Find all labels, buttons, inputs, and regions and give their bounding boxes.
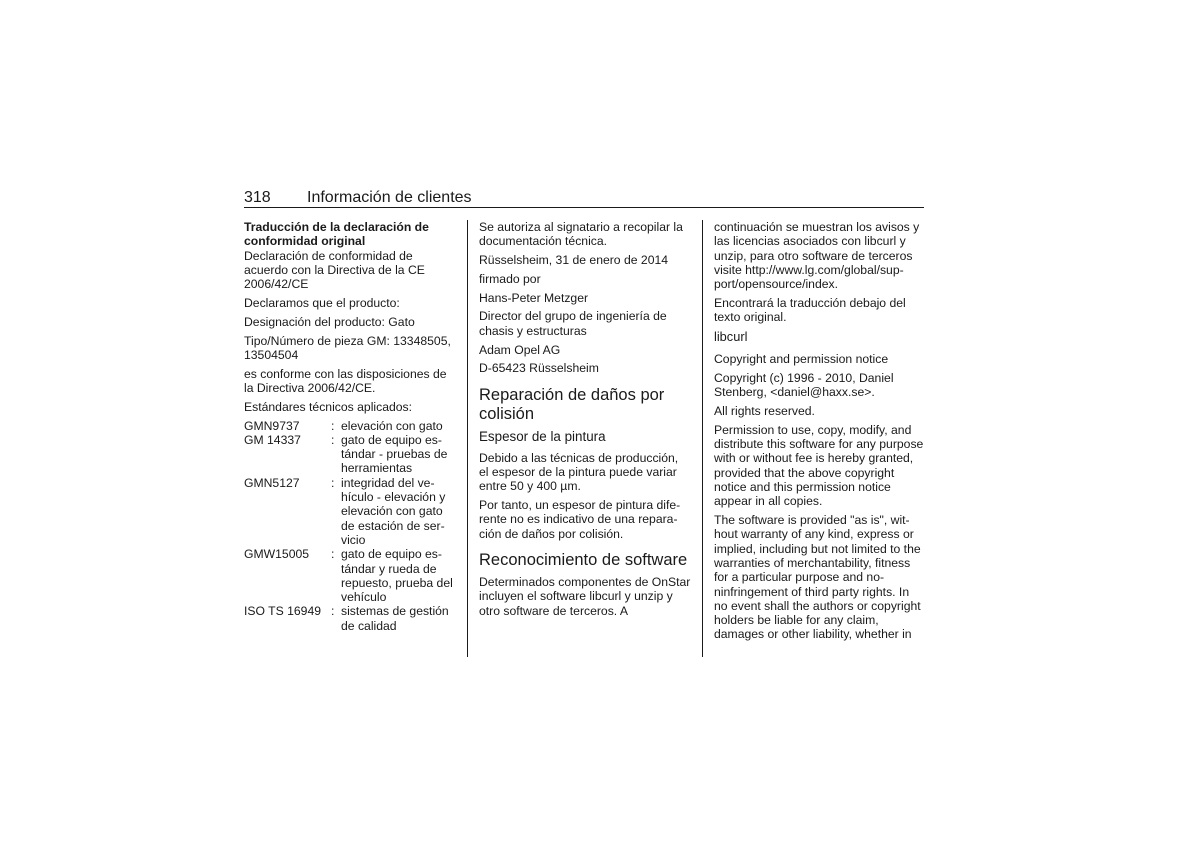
paragraph: Permission to use, copy, modify, and distribute this software for any purpose with or without fee is hereby granted, provided that the above copyright notice and this permission notice appear in all copies.: [714, 422, 924, 509]
paragraph: D-65423 Rüsselsheim: [479, 361, 599, 376]
paragraph: Declaramos que el producto:: [244, 295, 400, 310]
paragraph: Debido a las técnicas de producción, el espesor de la pintura puede variar entre 50 y 400 µm.: [479, 450, 679, 494]
column-divider-1: [467, 220, 468, 657]
subheading-paint-thickness: Espesor de la pintura: [479, 428, 606, 444]
standards-table: [244, 419, 458, 633]
separator: :: [331, 432, 335, 447]
paragraph: Hans-Peter Metzger: [479, 290, 589, 305]
standard-description: gato de equipo estándar - pruebas de herramientas: [341, 432, 448, 476]
paragraph: Copyright and permission notice: [714, 352, 889, 367]
heading-software-acknowledgement: Reconocimiento de software: [479, 550, 688, 569]
standard-code: ISO TS 16949: [244, 604, 322, 619]
paragraph: Designación del producto: Gato: [244, 314, 415, 329]
paragraph: The software is provided "as is", without warranty of any kind, express or implied, including but not limited to the warranties of merchantability, fitness for a particular purpose and noninfringement of third party rights. In no event shall the authors or copyright holders be liable for any claim, damages or other liability, whether in: [714, 513, 921, 642]
standard-code: GMN9737: [244, 418, 300, 433]
table-row: [244, 547, 458, 604]
paragraph: Adam Opel AG: [479, 342, 561, 357]
subheading-libcurl: libcurl: [714, 329, 748, 345]
table-row: [244, 604, 458, 633]
section-title: Información de clientes: [307, 189, 472, 206]
paragraph: Determinados componentes de OnStar incluyen el software libcurl y unzip y otro software de terceros. A: [479, 574, 691, 618]
standard-description: integridad del vehículo - elevación y elevación con gato de estación de servicio: [341, 475, 446, 547]
column-2: [479, 220, 691, 622]
table-row: [244, 419, 458, 433]
paragraph: All rights reserved.: [714, 403, 815, 418]
paragraph: continuación se muestran los avisos y las licencias asociados con libcurl y unzip, para otro software de terceros visite http://www.lg.com/global/support/opensource/index.: [714, 220, 920, 292]
paragraph: Por tanto, un espesor de pintura diferente no es indicativo de una reparación de daños por colisión.: [479, 498, 681, 541]
column-3: [714, 220, 926, 646]
heading-collision-repair: Reparación de daños por colisión: [479, 385, 665, 423]
paragraph: Declaración de conformidad de acuerdo con la Directiva de la CE 2006/42/CE: [244, 248, 425, 292]
separator: :: [331, 547, 335, 562]
paragraph: Encontrará la traducción debajo del texto original.: [714, 295, 906, 325]
separator: :: [331, 604, 335, 619]
paragraph: firmado por: [479, 271, 541, 286]
paragraph: Rüsselsheim, 31 de enero de 2014: [479, 253, 669, 268]
column-divider-2: [702, 220, 703, 657]
paragraph: Estándares técnicos aplicados:: [244, 399, 413, 414]
page-number: 318: [244, 189, 271, 206]
paragraph: es conforme con las disposiciones de la Directiva 2006/42/CE.: [244, 366, 447, 395]
standard-description: gato de equipo estándar y rueda de repuesto, prueba del vehículo: [341, 547, 453, 605]
standard-code: GMW15005: [244, 547, 310, 562]
separator: :: [331, 418, 335, 433]
table-row: [244, 476, 458, 547]
standard-description: sistemas de gestión de calidad: [341, 604, 449, 633]
standard-code: GM 14337: [244, 432, 301, 447]
paragraph: Tipo/Número de pieza GM: 13348505, 13504504: [244, 333, 451, 362]
standard-description: elevación con gato: [341, 418, 443, 433]
header-divider: [244, 207, 924, 208]
standard-code: GMN5127: [244, 475, 300, 490]
column-1: [244, 220, 458, 633]
separator: :: [331, 475, 335, 490]
table-row: [244, 433, 458, 476]
paragraph: Se autoriza al signatario a recopilar la documentación técnica.: [479, 220, 683, 249]
paragraph: Copyright (c) 1996 - 2010, Daniel Stenberg, <daniel@haxx.se>.: [714, 370, 894, 400]
paragraph: Director del grupo de ingeniería de chasis y estructuras: [479, 309, 667, 338]
declaration-title: Traducción de la declaración de conformidad original: [244, 220, 429, 249]
